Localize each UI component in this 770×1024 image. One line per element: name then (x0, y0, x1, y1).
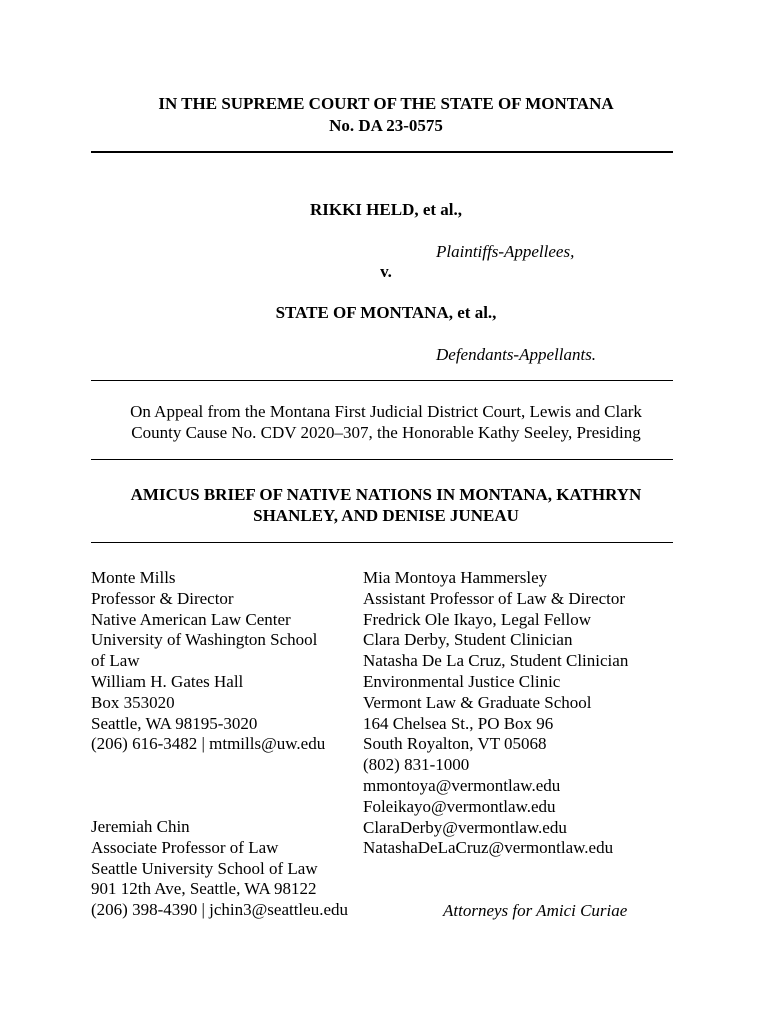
plaintiffs-role: Plaintiffs-Appellees, (436, 242, 575, 261)
counsel-line: NatashaDeLaCruz@vermontlaw.edu (363, 838, 614, 858)
counsel-line: (206) 616-3482 | mtmills@uw.edu (91, 734, 326, 754)
counsel-line: Associate Professor of Law (91, 837, 279, 857)
divider (91, 380, 673, 381)
counsel-line: Jeremiah Chin (91, 817, 190, 836)
counsel-line: mmontoya@vermontlaw.edu (363, 775, 561, 795)
counsel-block-right (363, 568, 628, 859)
counsel-line: 164 Chelsea St., PO Box 96 (363, 713, 554, 733)
counsel-line: Natasha De La Cruz, Student Clinician (363, 651, 629, 671)
counsel-line: University of Washington School (91, 630, 318, 650)
counsel-line: (802) 831-1000 (363, 755, 470, 775)
appeal-line-2: County Cause No. CDV 2020–307, the Honorable Kathy Seeley, Presiding (131, 423, 641, 442)
counsel-line: Seattle, WA 98195-3020 (91, 713, 258, 733)
counsel-line: Assistant Professor of Law & Director (363, 588, 626, 608)
counsel-line: Professor & Director (91, 588, 234, 608)
counsel-line: of Law (91, 651, 140, 671)
counsel-line: ClaraDerby@vermontlaw.edu (363, 817, 567, 837)
counsel-line: Foleikayo@vermontlaw.edu (363, 796, 556, 816)
counsel-line: Monte Mills (91, 568, 176, 587)
counsel-block-left-bottom (91, 817, 348, 921)
divider (91, 151, 673, 153)
versus: v. (380, 262, 392, 281)
counsel-line: Seattle University School of Law (91, 858, 318, 878)
counsel-block-left-top (91, 568, 325, 755)
counsel-line: Box 353020 (91, 692, 175, 712)
counsel-line: Native American Law Center (91, 609, 291, 629)
appeal-line-1: On Appeal from the Montana First Judicial District Court, Lewis and Clark (130, 402, 642, 421)
plaintiffs-name: RIKKI HELD, et al., (309, 200, 463, 219)
brief-title-line-2: SHANLEY, AND DENISE JUNEAU (253, 506, 519, 525)
counsel-line: Vermont Law & Graduate School (363, 692, 592, 712)
divider (91, 542, 673, 543)
counsel-line: (206) 398-4390 | jchin3@seattleu.edu (91, 900, 349, 920)
attorneys-for-amici: Attorneys for Amici Curiae (443, 901, 628, 920)
counsel-line: Mia Montoya Hammersley (363, 568, 548, 587)
counsel-line: South Royalton, VT 05068 (363, 734, 547, 754)
divider (91, 459, 673, 460)
court-name: IN THE SUPREME COURT OF THE STATE OF MONTANA (158, 94, 614, 113)
counsel-line: Environmental Justice Clinic (363, 671, 561, 691)
defendants-role: Defendants-Appellants. (436, 345, 597, 364)
counsel-line: Clara Derby, Student Clinician (363, 630, 573, 650)
counsel-line: 901 12th Ave, Seattle, WA 98122 (91, 879, 317, 899)
counsel-line: William H. Gates Hall (91, 671, 244, 691)
defendants-name: STATE OF MONTANA, et al., (275, 303, 497, 322)
brief-title-line-1: AMICUS BRIEF OF NATIVE NATIONS IN MONTANA, KATHRYN (130, 485, 642, 504)
case-number: No. DA 23-0575 (329, 116, 443, 135)
counsel-line: Fredrick Ole Ikayo, Legal Fellow (363, 609, 592, 629)
